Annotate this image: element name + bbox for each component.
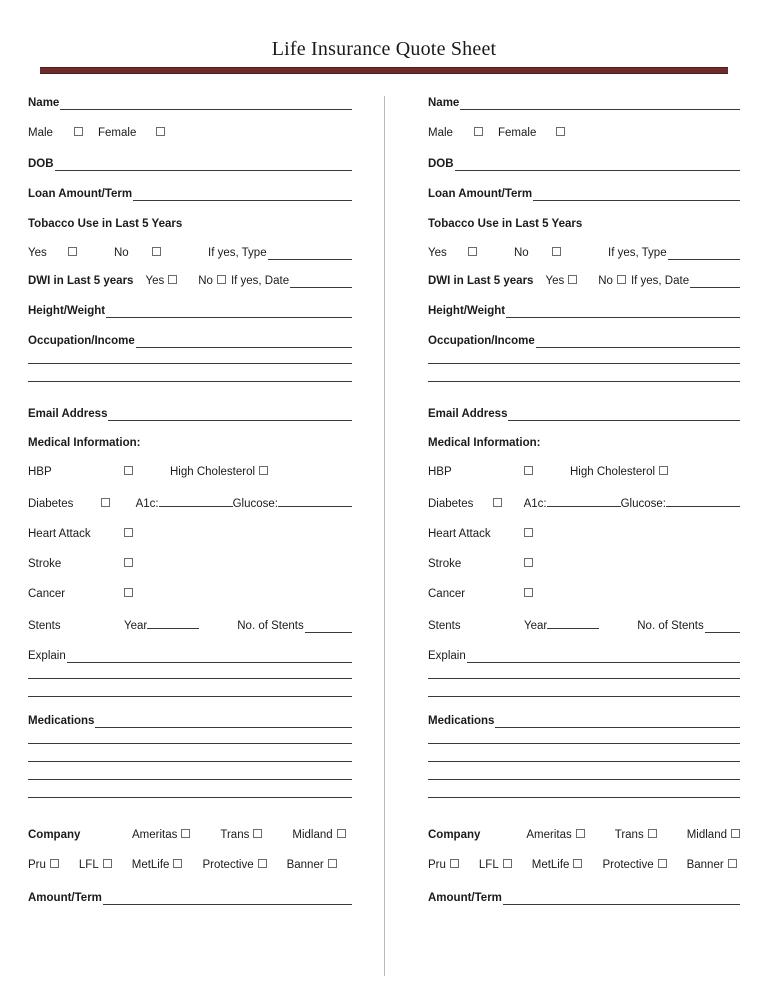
stroke-label: Stroke bbox=[428, 558, 462, 570]
high-cholesterol-checkbox[interactable] bbox=[659, 465, 668, 479]
medications-continuation-line-4[interactable] bbox=[28, 797, 352, 798]
a1c-group bbox=[524, 495, 621, 511]
medications-continuation-line-3[interactable] bbox=[28, 779, 352, 780]
heart-attack-checkbox[interactable] bbox=[524, 527, 570, 541]
dob-row-left bbox=[28, 157, 352, 171]
a1c-input[interactable] bbox=[547, 495, 621, 507]
high-cholesterol-label: High Cholesterol bbox=[570, 466, 656, 478]
medical-information-heading: Medical Information: bbox=[28, 437, 141, 449]
spacer-before-email bbox=[28, 399, 352, 407]
medical-row-stents bbox=[428, 617, 740, 633]
company-option-banner[interactable]: Banner bbox=[287, 859, 337, 871]
company-option-lfl[interactable]: LFL bbox=[479, 859, 512, 871]
tobacco-yes-label: Yes bbox=[28, 247, 47, 259]
explain-continuation-line-2[interactable] bbox=[28, 696, 352, 697]
company-row-right bbox=[428, 829, 740, 841]
no-of-stents-label: No. of Stents bbox=[637, 620, 704, 632]
company-option-ameritas[interactable]: Ameritas bbox=[526, 829, 584, 841]
glucose-label: Glucose: bbox=[620, 498, 666, 510]
male-checkbox[interactable] bbox=[74, 126, 98, 140]
male-label: Male bbox=[428, 127, 453, 139]
dob-row-right bbox=[428, 157, 740, 171]
no-of-stents-input[interactable] bbox=[705, 621, 740, 633]
email-row-left bbox=[28, 407, 352, 421]
occupation-income-label: Occupation/Income bbox=[428, 335, 535, 347]
two-column-body bbox=[28, 96, 740, 976]
high-cholesterol-checkbox[interactable] bbox=[259, 465, 268, 479]
company-option-protective[interactable]: Protective bbox=[602, 859, 666, 871]
heart-attack-label: Heart Attack bbox=[428, 528, 491, 540]
cancer-checkbox[interactable] bbox=[124, 587, 170, 601]
loan-amount-term-label: Loan Amount/Term bbox=[28, 188, 133, 200]
medical-row-stents bbox=[28, 617, 352, 633]
a1c-input[interactable] bbox=[159, 495, 233, 507]
name-input[interactable] bbox=[460, 98, 740, 110]
glucose-label: Glucose: bbox=[232, 498, 278, 510]
dwi-yes-label: Yes bbox=[145, 275, 165, 287]
company-row2-right bbox=[428, 859, 740, 871]
medications-label: Medications bbox=[428, 715, 495, 727]
female-checkbox[interactable] bbox=[156, 126, 165, 140]
amount-term-input[interactable] bbox=[503, 893, 740, 905]
name-input[interactable] bbox=[60, 98, 352, 110]
occupation-income-input[interactable] bbox=[136, 336, 352, 348]
dwi-row-left bbox=[28, 274, 352, 288]
female-label: Female bbox=[98, 127, 137, 139]
occupation-income-label: Occupation/Income bbox=[28, 335, 135, 347]
amount-term-label: Amount/Term bbox=[28, 892, 102, 904]
name-row-left bbox=[28, 96, 352, 110]
hbp-label: HBP bbox=[28, 466, 52, 478]
medications-continuation-line-1[interactable] bbox=[428, 743, 740, 744]
tobacco-yes-checkbox[interactable] bbox=[68, 246, 114, 260]
amount-term-row-right bbox=[428, 891, 740, 905]
medications-input[interactable] bbox=[495, 716, 740, 728]
page-title: Life Insurance Quote Sheet bbox=[271, 38, 497, 60]
medical-row-cancer bbox=[28, 587, 352, 601]
dwi-row-right bbox=[428, 274, 740, 288]
loan-row-left bbox=[28, 187, 352, 201]
medications-continuation-line-2[interactable] bbox=[428, 761, 740, 762]
medical-row-stroke bbox=[428, 557, 740, 571]
dob-label: DOB bbox=[28, 158, 54, 170]
medications-label: Medications bbox=[28, 715, 95, 727]
gender-row-right bbox=[428, 126, 740, 140]
medical-row-stroke bbox=[28, 557, 352, 571]
company-option-midland[interactable]: Midland bbox=[292, 829, 345, 841]
explain-row-left bbox=[28, 649, 352, 663]
dwi-yes-checkbox[interactable] bbox=[568, 274, 598, 288]
dwi-yes-checkbox[interactable] bbox=[168, 274, 198, 288]
occupation-continuation-line-2[interactable] bbox=[428, 381, 740, 382]
dwi-label: DWI in Last 5 years bbox=[428, 275, 534, 287]
glucose-input[interactable] bbox=[278, 495, 352, 507]
stents-year-label: Year bbox=[124, 620, 148, 632]
medications-continuation-line-4[interactable] bbox=[428, 797, 740, 798]
title-block bbox=[28, 0, 740, 74]
medications-continuation-line-3[interactable] bbox=[428, 779, 740, 780]
occupation-row-left bbox=[28, 334, 352, 348]
medical-row-cancer bbox=[428, 587, 740, 601]
company-option-lfl[interactable]: LFL bbox=[79, 859, 112, 871]
stents-year-group bbox=[124, 617, 199, 633]
dob-input[interactable] bbox=[455, 159, 740, 171]
explain-continuation-line-1[interactable] bbox=[28, 678, 352, 679]
medical-row-hbp bbox=[428, 465, 740, 479]
tobacco-no-checkbox[interactable] bbox=[152, 246, 208, 260]
cancer-label: Cancer bbox=[28, 588, 66, 600]
gender-row-left bbox=[28, 126, 352, 140]
company-label: Company bbox=[428, 829, 481, 841]
heart-attack-label: Heart Attack bbox=[28, 528, 91, 540]
tobacco-type-label: If yes, Type bbox=[208, 247, 267, 259]
title-accent-rule bbox=[40, 67, 728, 74]
dwi-date-input[interactable] bbox=[690, 276, 740, 288]
email-address-input[interactable] bbox=[108, 409, 352, 421]
heart-attack-checkbox[interactable] bbox=[124, 527, 170, 541]
name-label: Name bbox=[428, 97, 460, 109]
glucose-group bbox=[233, 495, 352, 511]
tobacco-type-label: If yes, Type bbox=[608, 247, 667, 259]
medical-row-diabetes bbox=[428, 495, 740, 511]
explain-label: Explain bbox=[428, 650, 466, 662]
medical-row-heart-attack bbox=[428, 527, 740, 541]
tobacco-heading-right: Tobacco Use in Last 5 Years bbox=[428, 218, 583, 230]
occupation-continuation-line-2[interactable] bbox=[28, 381, 352, 382]
medications-input[interactable] bbox=[95, 716, 352, 728]
dwi-date-label: If yes, Date bbox=[630, 275, 690, 287]
occupation-continuation-line-1[interactable] bbox=[428, 363, 740, 364]
tobacco-heading-left: Tobacco Use in Last 5 Years bbox=[28, 218, 183, 230]
occupation-row-right bbox=[428, 334, 740, 348]
explain-input[interactable] bbox=[67, 651, 352, 663]
applicant-column-left bbox=[28, 96, 368, 976]
male-checkbox[interactable] bbox=[474, 126, 498, 140]
company-option-trans[interactable]: Trans bbox=[615, 829, 657, 841]
company-option-pru[interactable]: Pru bbox=[28, 859, 59, 871]
amount-term-input[interactable] bbox=[103, 893, 352, 905]
loan-row-right bbox=[428, 187, 740, 201]
stents-year-input[interactable] bbox=[147, 617, 199, 629]
tobacco-answer-row-right bbox=[428, 246, 740, 260]
spacer-before-email bbox=[428, 399, 740, 407]
a1c-label: A1c: bbox=[523, 498, 547, 510]
stroke-checkbox[interactable] bbox=[124, 557, 170, 571]
explain-continuation-line-2[interactable] bbox=[428, 696, 740, 697]
occupation-continuation-line-1[interactable] bbox=[28, 363, 352, 364]
height-weight-label: Height/Weight bbox=[28, 305, 106, 317]
medications-continuation-line-2[interactable] bbox=[28, 761, 352, 762]
stroke-checkbox[interactable] bbox=[524, 557, 570, 571]
height-weight-row-right bbox=[428, 304, 740, 318]
medications-row-right bbox=[428, 714, 740, 728]
stroke-label: Stroke bbox=[28, 558, 62, 570]
medical-row-heart-attack bbox=[28, 527, 352, 541]
male-label: Male bbox=[28, 127, 53, 139]
medications-continuation-line-1[interactable] bbox=[28, 743, 352, 744]
loan-amount-term-input[interactable] bbox=[133, 189, 352, 201]
dwi-yes-label: Yes bbox=[545, 275, 565, 287]
explain-input[interactable] bbox=[467, 651, 740, 663]
cancer-label: Cancer bbox=[428, 588, 466, 600]
explain-label: Explain bbox=[28, 650, 66, 662]
no-of-stents-label: No. of Stents bbox=[237, 620, 304, 632]
medical-row-hbp bbox=[28, 465, 352, 479]
name-row-right bbox=[428, 96, 740, 110]
female-label: Female bbox=[498, 127, 537, 139]
tobacco-yes-label: Yes bbox=[428, 247, 447, 259]
no-of-stents-input[interactable] bbox=[305, 621, 352, 633]
tobacco-type-input[interactable] bbox=[668, 248, 740, 260]
dwi-label: DWI in Last 5 years bbox=[28, 275, 134, 287]
company-option-midland[interactable]: Midland bbox=[687, 829, 740, 841]
company-row-left bbox=[28, 829, 352, 841]
a1c-label: A1c: bbox=[135, 498, 159, 510]
female-checkbox[interactable] bbox=[556, 126, 565, 140]
company-label: Company bbox=[28, 829, 81, 841]
a1c-group bbox=[136, 495, 233, 511]
name-label: Name bbox=[28, 97, 60, 109]
hbp-label: HBP bbox=[428, 466, 452, 478]
medications-row-left bbox=[28, 714, 352, 728]
email-row-right bbox=[428, 407, 740, 421]
dwi-no-checkbox[interactable] bbox=[617, 274, 631, 288]
stents-year-label: Year bbox=[524, 620, 548, 632]
height-weight-input[interactable] bbox=[106, 306, 352, 318]
tobacco-answer-row-left bbox=[28, 246, 352, 260]
medical-information-heading: Medical Information: bbox=[428, 437, 541, 449]
diabetes-label: Diabetes bbox=[28, 498, 74, 510]
email-address-label: Email Address bbox=[428, 408, 508, 420]
tobacco-no-label: No bbox=[114, 247, 129, 259]
dwi-date-label: If yes, Date bbox=[230, 275, 290, 287]
diabetes-checkbox[interactable] bbox=[493, 497, 524, 511]
hbp-checkbox[interactable] bbox=[124, 465, 170, 479]
dwi-no-label: No bbox=[198, 275, 213, 287]
company-option-banner[interactable]: Banner bbox=[687, 859, 737, 871]
stents-label: Stents bbox=[28, 620, 61, 632]
tobacco-yes-checkbox[interactable] bbox=[468, 246, 514, 260]
dob-input[interactable] bbox=[55, 159, 352, 171]
dwi-no-label: No bbox=[598, 275, 613, 287]
stents-year-group bbox=[524, 617, 599, 633]
company-option-metlife[interactable]: MetLife bbox=[132, 859, 183, 871]
loan-amount-term-label: Loan Amount/Term bbox=[428, 188, 533, 200]
email-address-label: Email Address bbox=[28, 408, 108, 420]
applicant-column-right bbox=[400, 96, 740, 976]
email-address-input[interactable] bbox=[508, 409, 740, 421]
cancer-checkbox[interactable] bbox=[524, 587, 570, 601]
loan-amount-term-input[interactable] bbox=[533, 189, 740, 201]
column-divider bbox=[384, 96, 385, 976]
dwi-date-input[interactable] bbox=[290, 276, 352, 288]
height-weight-row-left bbox=[28, 304, 352, 318]
company-option-ameritas[interactable]: Ameritas bbox=[132, 829, 190, 841]
height-weight-input[interactable] bbox=[506, 306, 740, 318]
diabetes-label: Diabetes bbox=[428, 498, 474, 510]
dwi-no-checkbox[interactable] bbox=[217, 274, 231, 288]
company-option-pru[interactable]: Pru bbox=[428, 859, 459, 871]
hbp-checkbox[interactable] bbox=[524, 465, 570, 479]
tobacco-no-checkbox[interactable] bbox=[552, 246, 608, 260]
company-row2-left bbox=[28, 859, 352, 871]
spacer-before-company bbox=[28, 815, 352, 829]
occupation-income-input[interactable] bbox=[536, 336, 740, 348]
company-option-trans[interactable]: Trans bbox=[220, 829, 262, 841]
amount-term-label: Amount/Term bbox=[428, 892, 502, 904]
company-option-protective[interactable]: Protective bbox=[202, 859, 266, 871]
explain-row-right bbox=[428, 649, 740, 663]
tobacco-type-input[interactable] bbox=[268, 248, 352, 260]
height-weight-label: Height/Weight bbox=[428, 305, 506, 317]
company-option-metlife[interactable]: MetLife bbox=[532, 859, 583, 871]
explain-continuation-line-1[interactable] bbox=[428, 678, 740, 679]
high-cholesterol-label: High Cholesterol bbox=[170, 466, 256, 478]
tobacco-no-label: No bbox=[514, 247, 529, 259]
stents-label: Stents bbox=[428, 620, 461, 632]
glucose-group bbox=[621, 495, 740, 511]
glucose-input[interactable] bbox=[666, 495, 740, 507]
stents-year-input[interactable] bbox=[547, 617, 599, 629]
dob-label: DOB bbox=[428, 158, 454, 170]
spacer-before-company bbox=[428, 815, 740, 829]
diabetes-checkbox[interactable] bbox=[101, 497, 136, 511]
amount-term-row-left bbox=[28, 891, 352, 905]
medical-row-diabetes bbox=[28, 495, 352, 511]
